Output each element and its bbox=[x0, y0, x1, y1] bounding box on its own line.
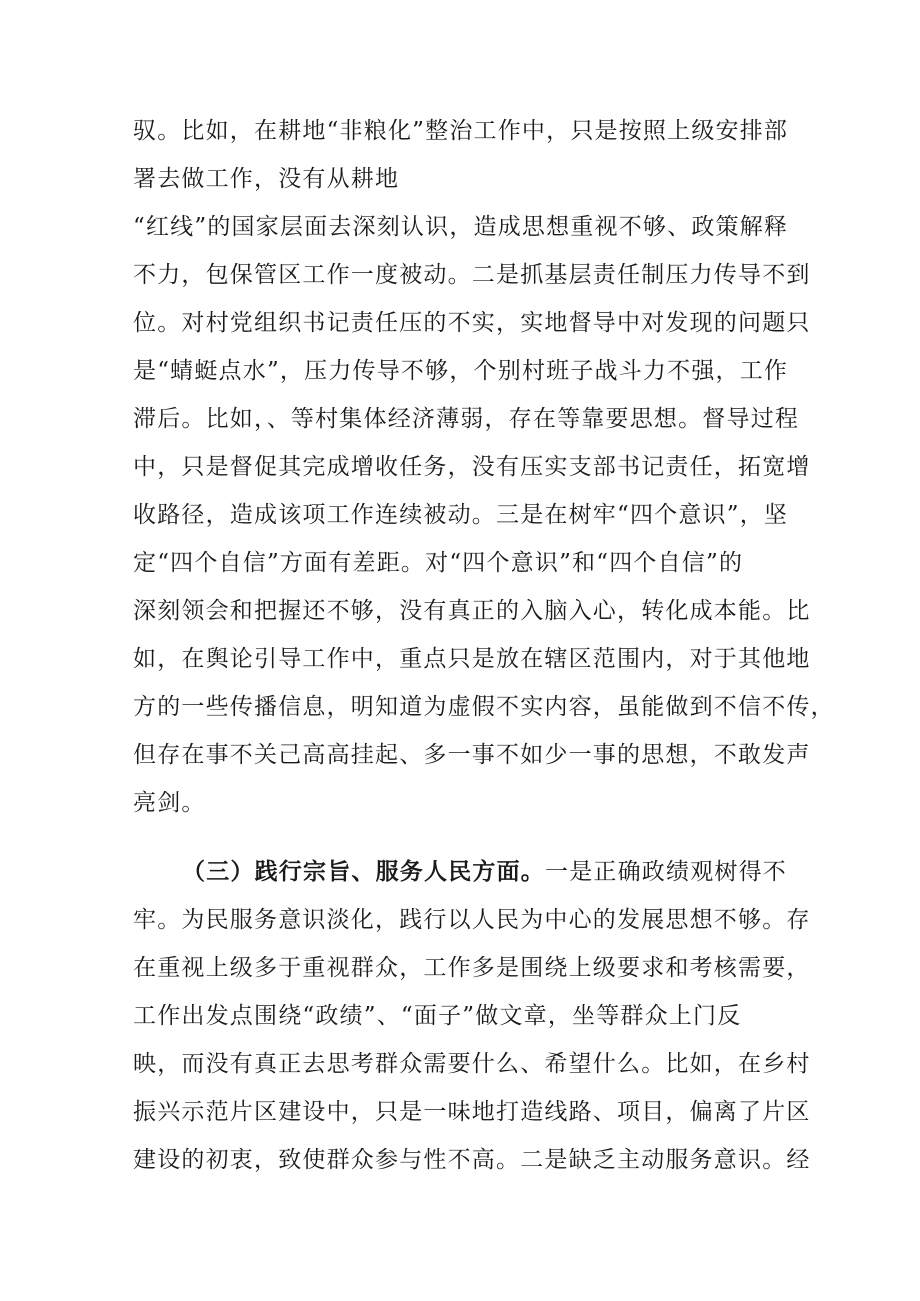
section-first-line-rest: 一是正确政绩观树得不 bbox=[545, 859, 787, 885]
text-line: 方的一些传播信息，明知道为虚假不实内容，虽能做到不信不传， bbox=[133, 694, 835, 720]
text-line: 工作出发点围绕“政绩”、“面子”做文章，坐等群众上门反 bbox=[133, 1003, 742, 1029]
text-line: “红线”的国家层面去深刻认识，造成思想重视不够、政策解释 bbox=[133, 214, 789, 240]
text-line: 建设的初衷，致使群众参与性不高。二是缺乏主动服务意识。经 bbox=[133, 1147, 811, 1173]
text-line: 中，只是督促其完成增收任务，没有压实支部书记责任，拓宽增 bbox=[133, 454, 811, 480]
section-first-line bbox=[182, 857, 862, 887]
text-line: 位。对村党组织书记责任压的不实，实地督导中对发现的问题只 bbox=[133, 310, 811, 336]
text-line: 亮剑。 bbox=[133, 790, 206, 816]
text-line: 定“四个自信”方面有差距。对“四个意识”和“四个自信”的 bbox=[133, 550, 744, 576]
text-line: 驭。比如，在耕地“非粮化”整治工作中，只是按照上级安排部 bbox=[133, 118, 789, 144]
text-line: 但存在事不关己高高挂起、多一事不如少一事的思想，不敢发声 bbox=[133, 742, 811, 768]
text-line: 牢。为民服务意识淡化，践行以人民为中心的发展思想不够。存 bbox=[133, 907, 811, 933]
text-line: 深刻领会和把握还不够，没有真正的入脑入心，转化成本能。比 bbox=[133, 598, 811, 624]
text-line: 是“蜻蜓点水”，压力传导不够，个别村班子战斗力不强，工作 bbox=[133, 358, 789, 384]
text-line: 收路径，造成该项工作连续被动。三是在树牢“四个意识”，坚 bbox=[133, 502, 789, 528]
section-heading: （三）践行宗旨、服务人民方面。 bbox=[182, 858, 545, 885]
text-line: 署去做工作，没有从耕地 bbox=[133, 166, 400, 192]
text-line: 振兴示范片区建设中，只是一味地打造线路、项目，偏离了片区 bbox=[133, 1099, 811, 1125]
text-line: 在重视上级多于重视群众，工作多是围绕上级要求和考核需要， bbox=[133, 955, 811, 981]
text-line: 不力，包保管区工作一度被动。二是抓基层责任制压力传导不到 bbox=[133, 262, 811, 288]
text-line: 如，在舆论引导工作中，重点只是放在辖区范围内，对于其他地 bbox=[133, 646, 811, 672]
text-line: 滞后。比如，、等村集体经济薄弱，存在等靠要思想。督导过程 bbox=[133, 406, 800, 432]
text-line: 映，而没有真正去思考群众需要什么、希望什么。比如，在乡村 bbox=[133, 1051, 811, 1077]
